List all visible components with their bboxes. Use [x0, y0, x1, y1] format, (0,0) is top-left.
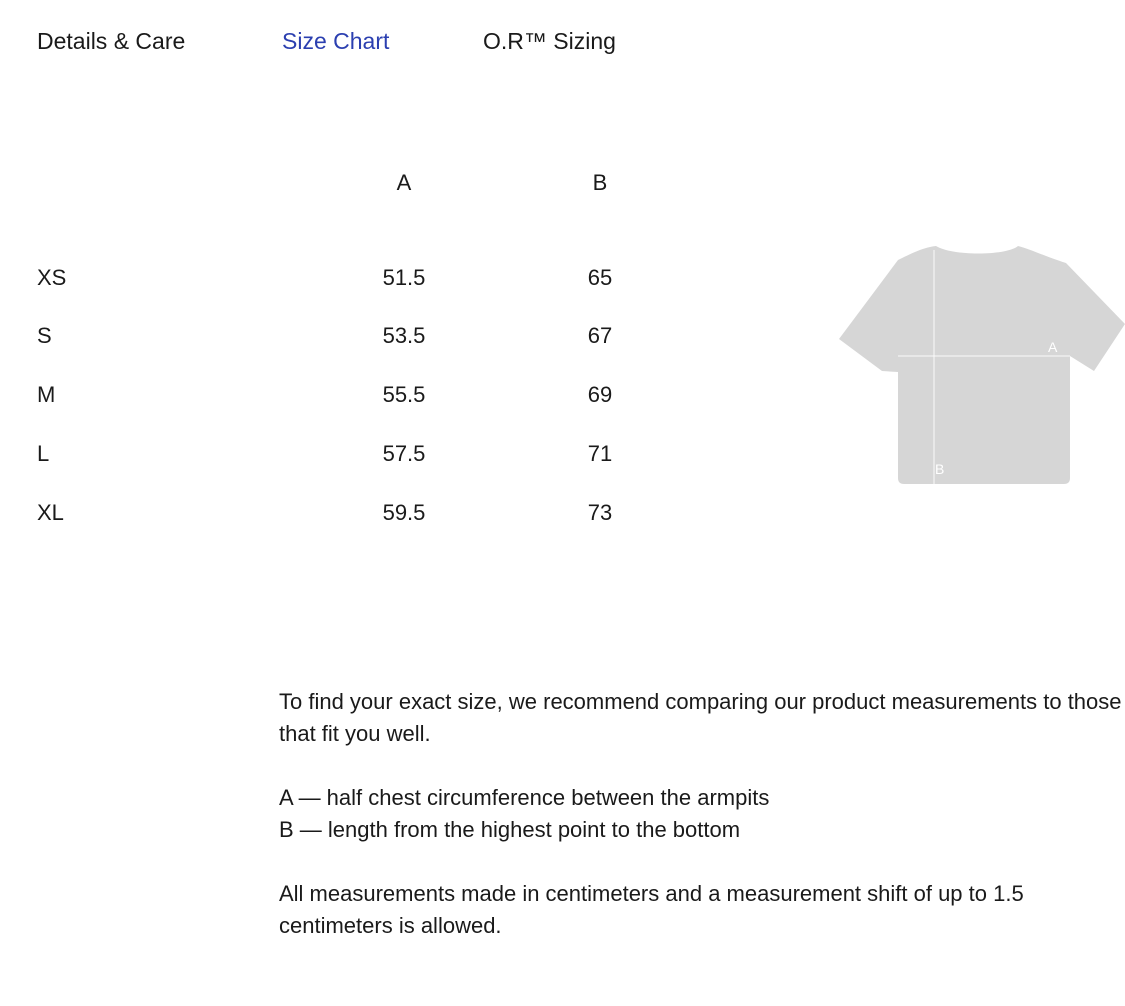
size-label: L: [37, 441, 50, 466]
tshirt-diagram-icon: [836, 240, 1125, 490]
column-header-a: A: [396, 170, 412, 195]
legend-b: B — length from the highest point to the bottom: [279, 817, 741, 842]
diagram-label-a: A: [1048, 339, 1058, 355]
measurement-a: 57.5: [382, 441, 426, 466]
table-row: [0, 322, 700, 350]
measurement-a: 55.5: [382, 382, 426, 407]
tab-size-chart[interactable]: Size Chart: [282, 28, 390, 54]
measurement-b: 69: [587, 382, 613, 407]
tshirt-body: [839, 246, 1125, 484]
size-chart-table: [0, 0, 700, 560]
table-row: [0, 264, 700, 292]
column-header-b: B: [592, 170, 608, 195]
measurement-b: 67: [587, 323, 613, 348]
size-notes: [279, 686, 1125, 942]
tab-details-care[interactable]: Details & Care: [37, 28, 186, 54]
measurement-legend: [279, 782, 1125, 846]
measurement-disclaimer: All measurements made in centimeters and a measurement shift of up to 1.5 centimeters is allowed.: [279, 881, 1024, 938]
size-label: S: [37, 323, 52, 348]
table-row: [0, 381, 700, 409]
table-row: [0, 499, 700, 527]
size-label: XS: [37, 265, 67, 290]
measurement-a: 51.5: [382, 265, 426, 290]
measurement-b: 71: [587, 441, 613, 466]
measurement-a: 53.5: [382, 323, 426, 348]
diagram-label-b: B: [935, 461, 945, 477]
tab-or-sizing[interactable]: O.R™ Sizing: [483, 28, 616, 54]
size-label: XL: [37, 500, 64, 525]
size-label: M: [37, 382, 56, 407]
legend-a: A — half chest circumference between the armpits: [279, 785, 770, 810]
table-row: [0, 440, 700, 468]
measurement-a: 59.5: [382, 500, 426, 525]
fit-recommendation-text: To find your exact size, we recommend comparing our product measurements to those that fit you well.: [279, 689, 1122, 746]
measurement-b: 65: [587, 265, 613, 290]
measurement-b: 73: [587, 500, 613, 525]
